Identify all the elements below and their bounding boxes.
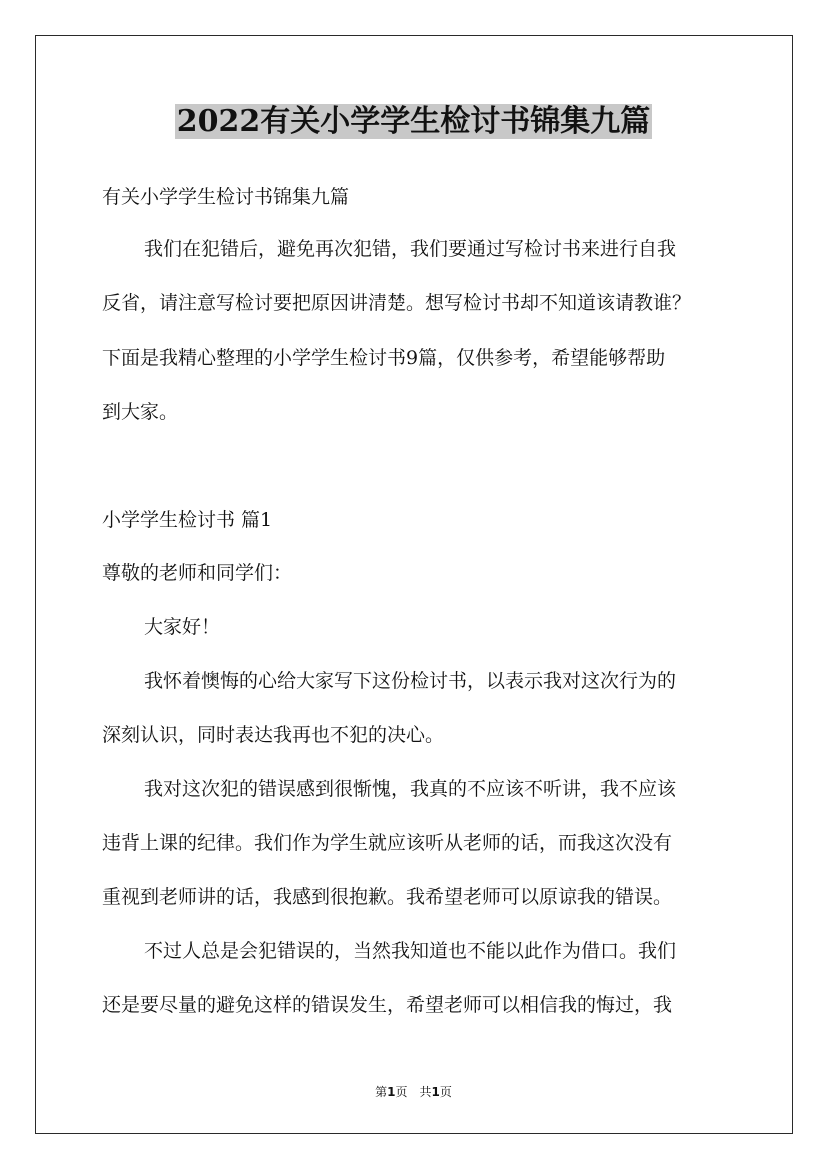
page-prefix: 第: [375, 1085, 388, 1099]
document-subtitle: 有关小学学生检讨书锦集九篇: [102, 186, 350, 208]
intro-line: 下面是我精心整理的小学学生检讨书9篇，仅供参考，希望能够帮助: [102, 347, 666, 369]
document-title-text: 2022有关小学学生检讨书锦集九篇: [176, 104, 651, 139]
paragraph-line: 违背上课的纪律。我们作为学生就应该听从老师的话，而我这次没有: [102, 832, 673, 854]
page-current: 1: [387, 1085, 396, 1099]
page-unit: 页: [395, 1085, 408, 1099]
greeting: 大家好！: [144, 616, 221, 638]
paragraph-line: 不过人总是会犯错误的，当然我知道也不能以此作为借口。我们: [144, 940, 677, 962]
paragraph-line: 深刻认识，同时表达我再也不犯的决心。: [102, 724, 445, 746]
paragraph-line: 还是要尽量的避免这样的错误发生，希望老师可以相信我的悔过，我: [102, 994, 673, 1016]
intro-line: 到大家。: [102, 401, 179, 423]
paragraph-line: 重视到老师讲的话，我感到很抱歉。我希望老师可以原谅我的错误。: [102, 886, 673, 908]
page-total: 1: [431, 1085, 440, 1099]
page-footer: [0, 1084, 827, 1100]
salutation: 尊敬的老师和同学们：: [102, 562, 293, 584]
paragraph-line: 我对这次犯的错误感到很惭愧，我真的不应该不听讲，我不应该: [144, 778, 677, 800]
section-heading: 小学学生检讨书 篇1: [102, 509, 273, 531]
intro-line: 我们在犯错后，避免再次犯错，我们要通过写检讨书来进行自我: [144, 238, 677, 260]
total-unit: 页: [439, 1085, 452, 1099]
intro-line: 反省，请注意写检讨要把原因讲清楚。想写检讨书却不知道该请教谁？: [102, 292, 692, 314]
paragraph-line: 我怀着懊悔的心给大家写下这份检讨书，以表示我对这次行为的: [144, 670, 677, 692]
total-prefix: 共: [419, 1085, 432, 1099]
document-title: [0, 102, 827, 142]
